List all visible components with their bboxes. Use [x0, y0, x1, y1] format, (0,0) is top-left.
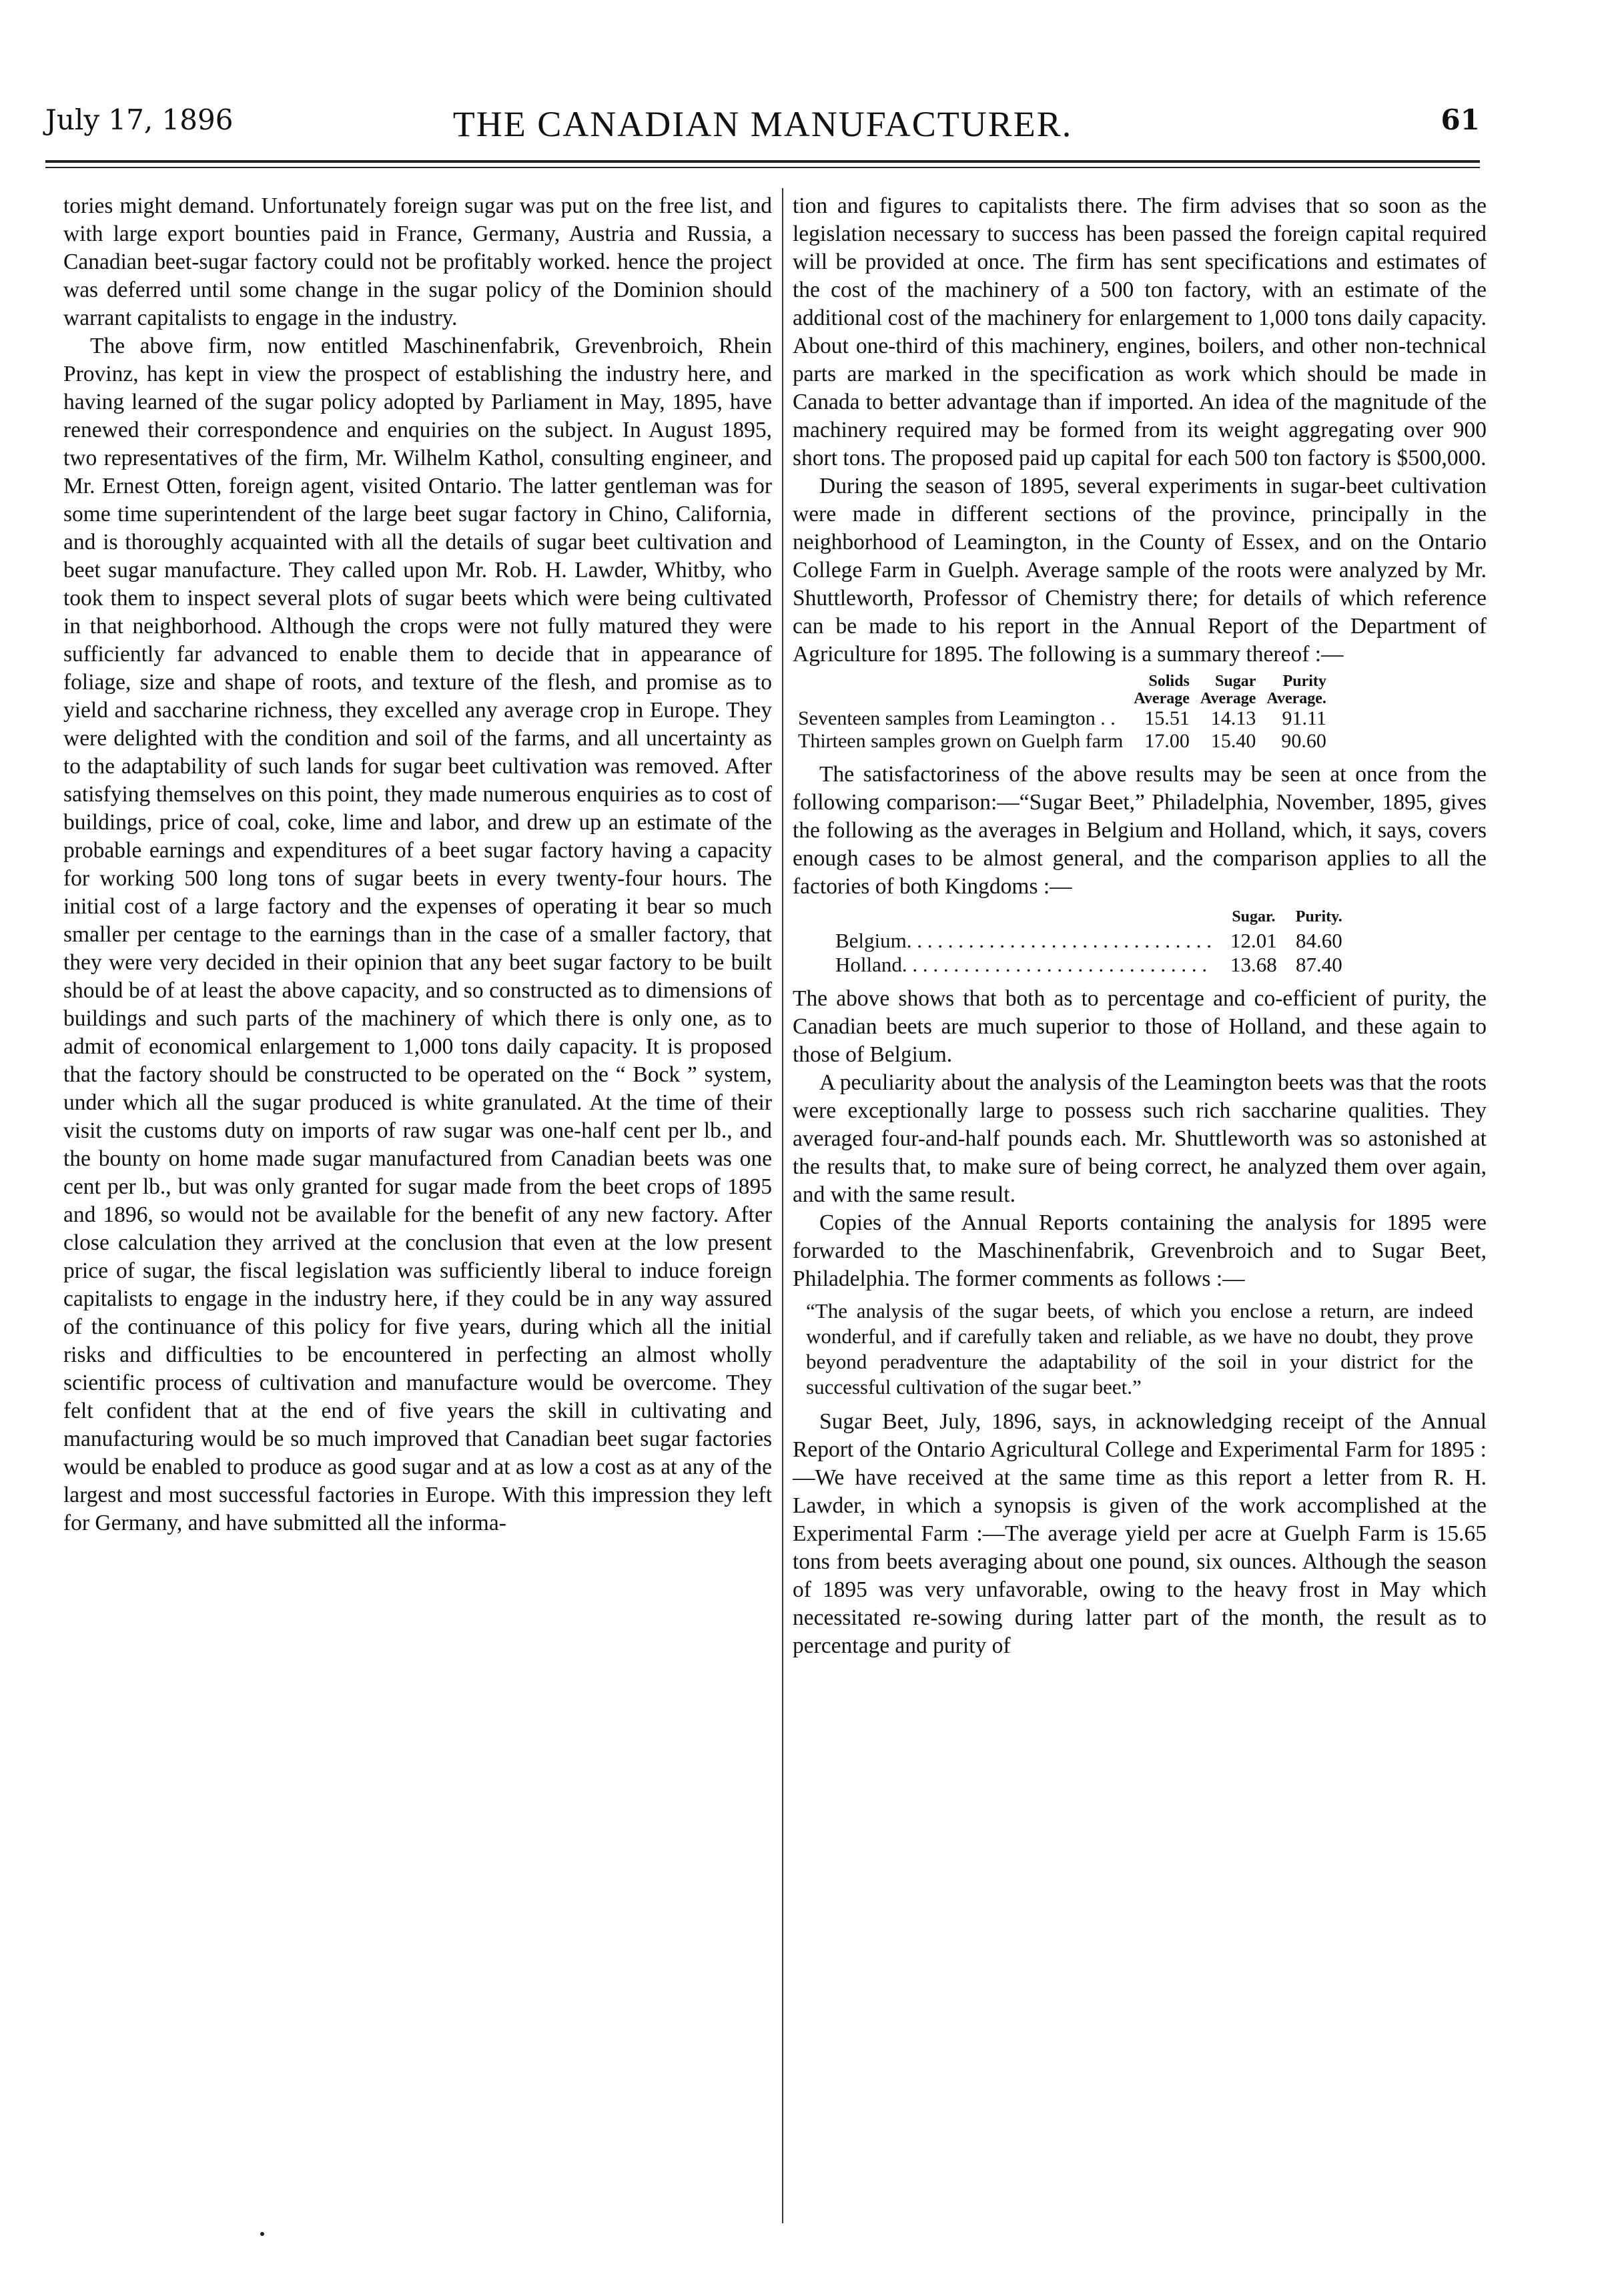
- header-rule-thin: [45, 167, 1480, 168]
- row-label: Seventeen samples from Leamington . .: [798, 707, 1116, 729]
- table-row: [793, 730, 1332, 753]
- table-header-row: [826, 905, 1352, 929]
- row-label: Holland. . . . . . . . . . . . . . . . . . . . . . . . . . . . . .: [835, 953, 1208, 976]
- row-label: Belgium. . . . . . . . . . . . . . . . . . . . . . . . . . . . . .: [835, 929, 1212, 952]
- article-paragraph: The satisfactoriness of the above results may be seen at once from the following comparison:—“Sugar Beet,” Philadelphia, November, 1895, gives the following as the averages in Belgium and Holland, which, it says, covers enough cases to be almost general, and the comparison applies to all the factories of both Kingdoms :—: [793, 762, 1487, 899]
- article-paragraph: The above shows that both as to percentage and co-efficient of purity, the Canadian beets are much superior to those of Holland, and these again to those of Belgium.: [793, 986, 1487, 1067]
- article-paragraph: During the season of 1895, several experiments in sugar-beet cultivation were made in different sections of the province, principally in the neighborhood of Leamington, in the County of Essex, and on the Ontario College Farm in Guelph. Average sample of the roots were analyzed by Mr. Shuttleworth, Professor of Chemistry there; for details of which reference can be made to his report in the Annual Report of the Department of Agriculture for 1895. The following is a summary thereof :—: [793, 474, 1487, 667]
- left-column: [63, 192, 772, 1537]
- article-paragraph: Sugar Beet, July, 1896, says, in acknowledging receipt of the Annual Report of the Ontario Agricultural College and Experimental Farm for 1895 :—We have received at the same time as this report a letter from R. H. Lawder, in which a synopsis is given of the work accomplished at the Experimental Farm :—The average yield per acre at Guelph Farm is 15.65 tons from beets averaging about one pound, six ounces. Although the season of 1895 was very unfavorable, owing to the heavy frost in May which necessitated re-sowing during latter part of the month, the result as to percentage and purity of: [793, 1409, 1487, 1658]
- header-rule: [45, 160, 1480, 163]
- column-header: Solids Average: [1134, 673, 1190, 707]
- right-column: [793, 192, 1487, 1660]
- table-cell: 14.13: [1210, 707, 1256, 729]
- table-cell: 91.11: [1282, 707, 1326, 729]
- print-speck: [260, 2232, 264, 2236]
- article-paragraph: Copies of the Annual Reports containing the analysis for 1895 were forwarded to the Maschinenfabrik, Grevenbroich and to Sugar Beet, Philadelphia. The former comments as follows :—: [793, 1210, 1487, 1291]
- article-paragraph: A peculiarity about the analysis of the Leamington beets was that the roots were exceptionally large to possess such rich saccharine qualities. They averaged four-and-half pounds each. Mr. Shuttleworth was so astonished at the results that, to make sure of being correct, he analyzed them over again, and with the same result.: [793, 1070, 1487, 1207]
- sample-stats-table: [793, 673, 1332, 753]
- row-label: Thirteen samples grown on Guelph farm: [798, 730, 1124, 752]
- table-row: [826, 953, 1352, 977]
- column-header: Purity.: [1295, 908, 1342, 925]
- article-paragraph: The above firm, now entitled Maschinenfabrik, Grevenbroich, Rhein Provinz, has kept in view the prospect of establishing the industry here, and having learned of the sugar policy adopted by Parliament in May, 1895, have renewed their correspondence and enquiries on the subject. In August 1895, two representatives of the firm, Mr. Wilhelm Kathol, consulting engineer, and Mr. Ernest Otten, foreign agent, visited Ontario. The latter gentleman was for some time superintendent of the large beet sugar factory in Chino, California, and is thoroughly acquainted with all the details of sugar beet cultivation and beet sugar manufacture. They called upon Mr. Rob. H. Lawder, Whitby, who took them to inspect several plots of sugar beets which were being cultivated in that neighborhood. Although the crops were not fully matured they were sufficiently far advanced to enable them to decide that in appearance of foliage, size and shape of roots, and texture of the flesh, and promise as to yield and saccharine richness, they excelled any average crop in Europe. They were delighted with the condition and soil of the farms, and all uncertainty as to the adaptability of such lands for sugar beet cultivation was removed. After satisfying themselves on this point, they made numerous enquiries as to cost of buildings, price of coal, coke, lime and labor, and drew up an estimate of the probable earnings and expenditures of a beet sugar factory having a capacity for working 500 long tons of sugar beets in every twenty-four hours. The initial cost of a large factory and the expenses of operating it bear so much smaller per centage to the earnings than in the case of a smaller factory, that they were very decided in their opinion that any beet sugar factory to be built should be of at least the above capacity, and so constructed as to dimensions of buildings and such parts of the machinery of which there is only one, as to admit of economical enlargement to 1,000 tons daily capacity. It is proposed that the factory should be constructed to be operated on the “ Bock ” system, under which all the sugar produced is white granulated. At the time of their visit the customs duty on imports of raw sugar was one-half cent per lb., and the bounty on home made sugar manufactured from Canadian beets was one cent per lb., but was only granted for sugar made from the beet crops of 1895 and 1896, so would not be available for the benefit of any new factory. After close calculation they arrived at the conclusion that even at the low present price of sugar, the fiscal legislation was sufficiently liberal to induce foreign capitalists to engage in the industry here, if they could be in any way assured of the continuance of this policy for five years, during which all the initial risks and difficulties to be encountered in perfecting an almost wholly scientific process of cultivation and manufacture would be overcome. They felt confident that at the end of five years the skill in cultivating and manufacturing would be so much improved that Canadian beet sugar factories would be enabled to produce as good sugar and at as low a cost as at any of the largest and most successful factories in Europe. With this impression they left for Germany, and have submitted all the informa-: [63, 334, 772, 1535]
- column-header: Sugar Average: [1200, 673, 1256, 707]
- table-cell: 13.68: [1230, 953, 1277, 976]
- column-divider: [782, 188, 783, 2223]
- table-header-row: [793, 673, 1332, 707]
- table-cell: 17.00: [1144, 730, 1190, 752]
- page-header: [45, 103, 1480, 150]
- table-row: [826, 929, 1352, 953]
- table-cell: 15.51: [1144, 707, 1190, 729]
- country-averages-table: [826, 905, 1352, 977]
- table-cell: 15.40: [1210, 730, 1256, 752]
- publication-title: THE CANADIAN MANUFACTURER.: [452, 104, 1073, 144]
- table-cell: 84.60: [1296, 929, 1342, 952]
- page-number: 61: [1441, 103, 1480, 136]
- block-quote: “The analysis of the sugar beets, of which you enclose a return, are indeed wonderful, and if carefully taken and reliable, as we have no doubt, they prove beyond peradventure the adaptability of the soil in your district for the successful cultivation of the sugar beet.”: [806, 1299, 1473, 1399]
- table-row: [793, 707, 1332, 730]
- issue-date: July 17, 1896: [45, 103, 234, 136]
- table-cell: 12.01: [1230, 929, 1277, 952]
- table-cell: 87.40: [1296, 953, 1342, 976]
- table-cell: 90.60: [1281, 730, 1326, 752]
- article-paragraph: tories might demand. Unfortunately foreign sugar was put on the free list, and with large export bounties paid in France, Germany, Austria and Russia, a Canadian beet-sugar factory could not be profitably worked. hence the project was deferred until some change in the sugar policy of the Dominion should warrant capitalists to engage in the industry.: [63, 194, 772, 330]
- article-paragraph: tion and figures to capitalists there. The firm advises that so soon as the legislation necessary to success has been passed the foreign capital required will be provided at once. The firm has sent specifications and estimates of the cost of the machinery of a 500 ton factory, with an estimate of the additional cost of the machinery for enlargement to 1,000 tons daily capacity. About one-third of this machinery, engines, boilers, and other non-technical parts are marked in the specification as work which should be made in Canada to better advantage than if imported. An idea of the magnitude of the machinery required may be formed from its weight aggregating over 900 short tons. The proposed paid up capital for each 500 ton factory is $500,000.: [793, 194, 1487, 470]
- column-header: Sugar.: [1232, 908, 1276, 925]
- column-header: Purity Average.: [1266, 673, 1326, 707]
